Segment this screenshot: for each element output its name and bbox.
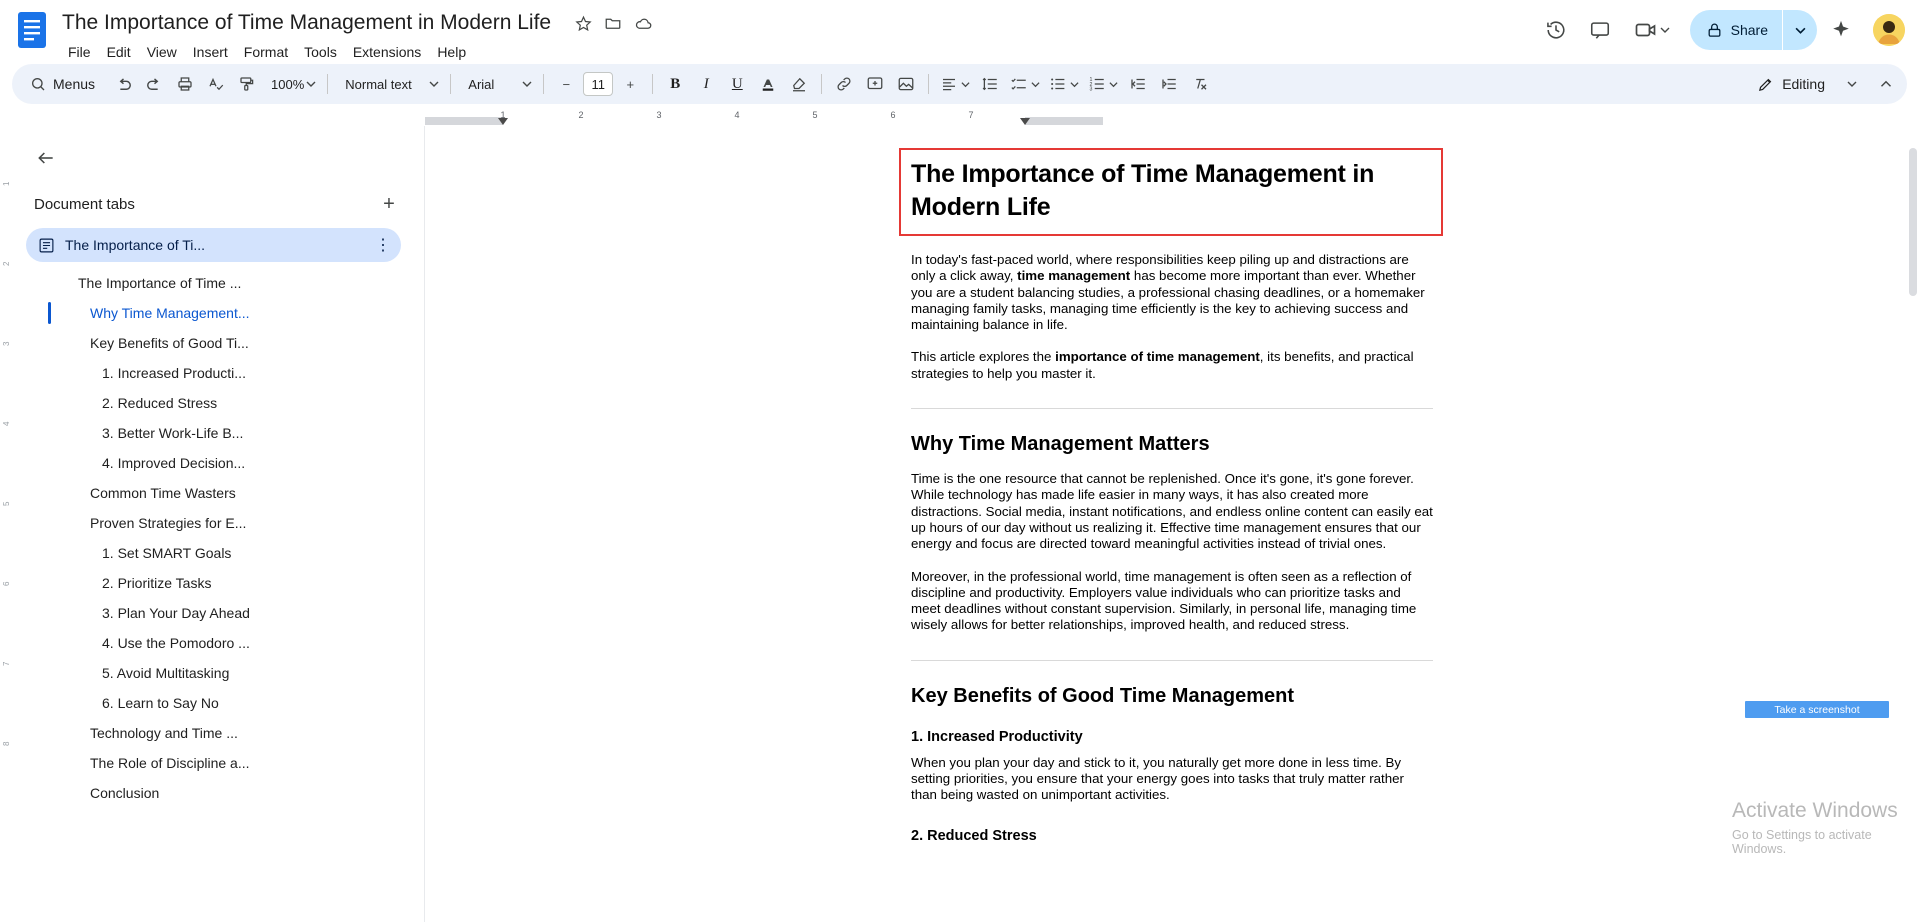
outline-item-11[interactable]: 3. Plan Your Day Ahead: [102, 605, 250, 621]
gemini-sparkle-icon[interactable]: [1821, 10, 1861, 50]
outline-item-10[interactable]: 2. Prioritize Tasks: [102, 575, 212, 591]
right-margin-shade: [1025, 117, 1103, 125]
document-tab-item[interactable]: [26, 228, 401, 262]
editing-mode-button[interactable]: [1745, 69, 1869, 99]
ruler-num-6: 6: [890, 110, 896, 120]
ruler-num-2: 2: [578, 110, 584, 120]
text-color-icon[interactable]: [753, 69, 783, 99]
right-indent-marker[interactable]: [1020, 118, 1030, 125]
outline-item-12[interactable]: 4. Use the Pomodoro ...: [102, 635, 250, 651]
increase-font-size-button[interactable]: +: [626, 76, 635, 92]
outline-item-5[interactable]: 3. Better Work-Life B...: [102, 425, 244, 441]
ruler-spacer: [0, 110, 425, 126]
document-heading-2-b[interactable]: Key Benefits of Good Time Management: [911, 684, 1295, 707]
add-tab-icon[interactable]: +: [383, 193, 395, 215]
decrease-font-size-button[interactable]: −: [562, 76, 571, 92]
cloud-saved-icon[interactable]: [633, 13, 653, 33]
outline-item-9[interactable]: 1. Set SMART Goals: [102, 545, 232, 561]
ruler-num-5: 5: [812, 110, 818, 120]
menu-tools[interactable]: Tools: [304, 44, 337, 60]
redo-icon[interactable]: [139, 69, 169, 99]
checklist-button[interactable]: [1006, 69, 1044, 99]
font-family-selector[interactable]: [458, 69, 536, 99]
hide-menus-chevron-icon[interactable]: [1871, 69, 1901, 99]
ruler-num-7: 7: [968, 110, 974, 120]
increase-indent-icon[interactable]: [1154, 69, 1184, 99]
outline-item-6[interactable]: 4. Improved Decision...: [102, 455, 246, 471]
version-history-icon[interactable]: [1536, 10, 1576, 50]
section-divider-2: [911, 660, 1433, 661]
menus-search-button[interactable]: [20, 69, 107, 99]
outline-item-7[interactable]: Common Time Wasters: [90, 485, 236, 501]
menu-help[interactable]: Help: [437, 44, 467, 60]
take-a-screenshot-button[interactable]: Take a screenshot: [1745, 701, 1889, 718]
page-title[interactable]: The Importance of Time Management in Modern Life: [62, 11, 552, 34]
activate-windows-title: Activate Windows: [1732, 799, 1898, 822]
editing-mode-label: Editing: [1782, 76, 1825, 92]
ruler-num-1: 1: [500, 110, 506, 120]
document-heading-3-a[interactable]: 1. Increased Productivity: [911, 728, 1083, 745]
document-paragraph-2[interactable]: [911, 349, 1433, 382]
menu-view[interactable]: View: [146, 44, 177, 60]
section-divider-1: [911, 408, 1433, 409]
toolbar-right-group: [1745, 69, 1901, 99]
toolbar-divider-6: [928, 74, 929, 94]
title-icon-group: [573, 13, 653, 33]
outline-item-13[interactable]: 5. Avoid Multitasking: [102, 665, 230, 681]
ruler-track[interactable]: [425, 110, 1103, 126]
font-family-value: Arial: [468, 76, 495, 92]
outline-item-1[interactable]: Why Time Management...: [0, 298, 425, 328]
numbered-list-button[interactable]: [1084, 69, 1122, 99]
highlight-color-icon[interactable]: [784, 69, 814, 99]
align-button[interactable]: [936, 69, 974, 99]
paint-format-icon[interactable]: [232, 69, 262, 99]
paragraph-style-value: Normal text: [345, 76, 412, 92]
document-scrollbar[interactable]: [1907, 126, 1919, 922]
toolbar-divider-3: [543, 74, 544, 94]
clear-formatting-icon[interactable]: [1185, 69, 1215, 99]
para1-bold: time management: [1017, 268, 1131, 284]
decrease-indent-icon[interactable]: [1123, 69, 1153, 99]
outline-item-16[interactable]: The Role of Discipline a...: [90, 755, 250, 771]
horizontal-ruler: [0, 110, 1919, 126]
vertical-ruler: 1 2 3 4 5 6 7 8: [0, 126, 16, 922]
toolbar-divider-5: [821, 74, 822, 94]
back-row: [0, 140, 425, 190]
comment-history-icon[interactable]: [1580, 10, 1620, 50]
zoom-selector[interactable]: [263, 69, 320, 99]
para1-part-a: In today's fast-paced world, where responsibilities keep piling up and distractions are only a click away,: [911, 252, 1409, 284]
add-comment-icon[interactable]: [860, 69, 890, 99]
insert-image-icon[interactable]: [891, 69, 921, 99]
outline-item-17[interactable]: Conclusion: [90, 785, 160, 801]
ruler-num-3: 3: [656, 110, 662, 120]
document-canvas: [425, 126, 1919, 922]
undo-icon[interactable]: [108, 69, 138, 99]
outline-item-2[interactable]: Key Benefits of Good Ti...: [90, 335, 249, 351]
tab-overflow-icon[interactable]: ⋮: [375, 237, 391, 254]
activate-windows-watermark: [1732, 798, 1919, 856]
menu-format[interactable]: Format: [243, 44, 289, 60]
doc-tab-icon: [38, 237, 55, 254]
para1-part-b: has become more important than ever. Whether you are a student balancing studies, a professional chasing deadlines, or a homemaker managing family tasks, managing time efficiently is the key to achieving success and maintaining balance in life.: [911, 268, 1425, 333]
top-bar: [0, 0, 1919, 62]
menu-insert[interactable]: Insert: [192, 44, 228, 60]
document-paragraph-3[interactable]: Time is the one resource that cannot be replenished. Once it's gone, it's gone forever. While technology has made life easier in many ways, it has also created more distractions. Social media, instant notifications, and endless online content can easily eat up hours of our day without us realizing it. Effective time management ensures that our energy and focus are directed toward meaningful activities instead of trivial ones.: [911, 471, 1433, 552]
star-icon[interactable]: [573, 13, 593, 33]
share-caret-icon[interactable]: [1783, 10, 1817, 50]
underline-button[interactable]: U: [731, 75, 743, 92]
document-paragraph-5[interactable]: When you plan your day and stick to it, you naturally get more done in less time. By setting priorities, you ensure that your energy goes into tasks that truly matter rather than being wasted on unimportant activities.: [911, 754, 1404, 803]
share-label: Share: [1730, 22, 1768, 38]
para2-part-a: This article explores the: [911, 349, 1056, 365]
menu-edit[interactable]: Edit: [106, 44, 131, 60]
outline-item-8[interactable]: Proven Strategies for E...: [90, 515, 247, 531]
line-spacing-icon[interactable]: [975, 69, 1005, 99]
top-bar-right-controls: [1536, 10, 1905, 50]
avatar[interactable]: [1873, 14, 1905, 46]
insert-link-icon[interactable]: [829, 69, 859, 99]
activate-windows-subtitle: Go to Settings to activate Windows.: [1732, 828, 1872, 856]
left-indent-marker[interactable]: [498, 118, 508, 125]
menu-extensions[interactable]: Extensions: [352, 44, 422, 60]
toolbar-divider: [327, 74, 328, 94]
title-and-menus: [58, 8, 653, 64]
outline-item-3[interactable]: 1. Increased Producti...: [102, 365, 246, 381]
para2-part-b: , its benefits, and practical strategies to help you master it.: [911, 349, 1414, 381]
document-outline-panel: [0, 126, 425, 922]
zoom-value: 100%: [271, 76, 305, 92]
ruler-band: [425, 119, 1103, 124]
left-margin-shade: [425, 117, 503, 125]
outline-item-15[interactable]: Technology and Time ...: [90, 725, 238, 741]
back-arrow-icon[interactable]: [28, 140, 64, 176]
outline-item-14[interactable]: 6. Learn to Say No: [102, 695, 219, 711]
document-paragraph-4[interactable]: Moreover, in the professional world, time management is often seen as a reflection of discipline and productivity. Employers value individuals who can prioritize tasks and meet deadlines without constant supervision. Similarly, in personal life, managing time wisely allows for better relationships, improved health, and reduced stress.: [911, 568, 1417, 633]
para2-bold: importance of time management: [1055, 349, 1260, 365]
share-button[interactable]: [1690, 10, 1782, 50]
formatting-toolbar: [12, 64, 1907, 104]
menus-label: Menus: [53, 76, 96, 92]
document-tabs-header: [0, 190, 425, 218]
print-icon[interactable]: [170, 69, 200, 99]
document-heading-2-a[interactable]: Why Time Management Matters: [911, 433, 1210, 456]
main-area: [0, 126, 1919, 922]
outline-item-4[interactable]: 2. Reduced Stress: [102, 395, 218, 411]
ruler-num-4: 4: [734, 110, 740, 120]
paragraph-style-selector[interactable]: [335, 69, 443, 99]
italic-button[interactable]: I: [703, 75, 709, 92]
meet-call-button[interactable]: [1624, 10, 1680, 50]
svg-text:1: 1: [1089, 77, 1093, 83]
document-tab-label: The Importance of Ti...: [65, 237, 206, 253]
toolbar-divider-4: [652, 74, 653, 94]
outline-list: [0, 268, 425, 808]
font-size-stepper: [551, 69, 645, 99]
bold-button[interactable]: B: [670, 75, 681, 92]
document-scrollbar-thumb[interactable]: [1909, 148, 1917, 296]
docs-logo-icon[interactable]: [12, 10, 52, 50]
menu-file[interactable]: File: [68, 44, 91, 60]
document-tabs-label: Document tabs: [34, 195, 135, 213]
svg-text:2: 2: [1089, 81, 1093, 88]
selected-heading-highlight: [899, 148, 1443, 236]
font-size-input[interactable]: [583, 72, 613, 96]
toolbar-divider-2: [450, 74, 451, 94]
document-page[interactable]: [833, 126, 1511, 922]
spellcheck-icon[interactable]: [201, 69, 231, 99]
menu-bar: [58, 40, 653, 64]
svg-text:3: 3: [1089, 86, 1093, 93]
document-paragraph-1[interactable]: [911, 252, 1433, 333]
move-to-folder-icon[interactable]: [603, 13, 623, 33]
outline-item-0[interactable]: The Importance of Time ...: [78, 275, 242, 291]
bulleted-list-button[interactable]: [1045, 69, 1083, 99]
document-heading-3-b[interactable]: 2. Reduced Stress: [911, 827, 1037, 844]
document-heading-1[interactable]: The Importance of Time Management in Modern Life: [911, 160, 1375, 221]
